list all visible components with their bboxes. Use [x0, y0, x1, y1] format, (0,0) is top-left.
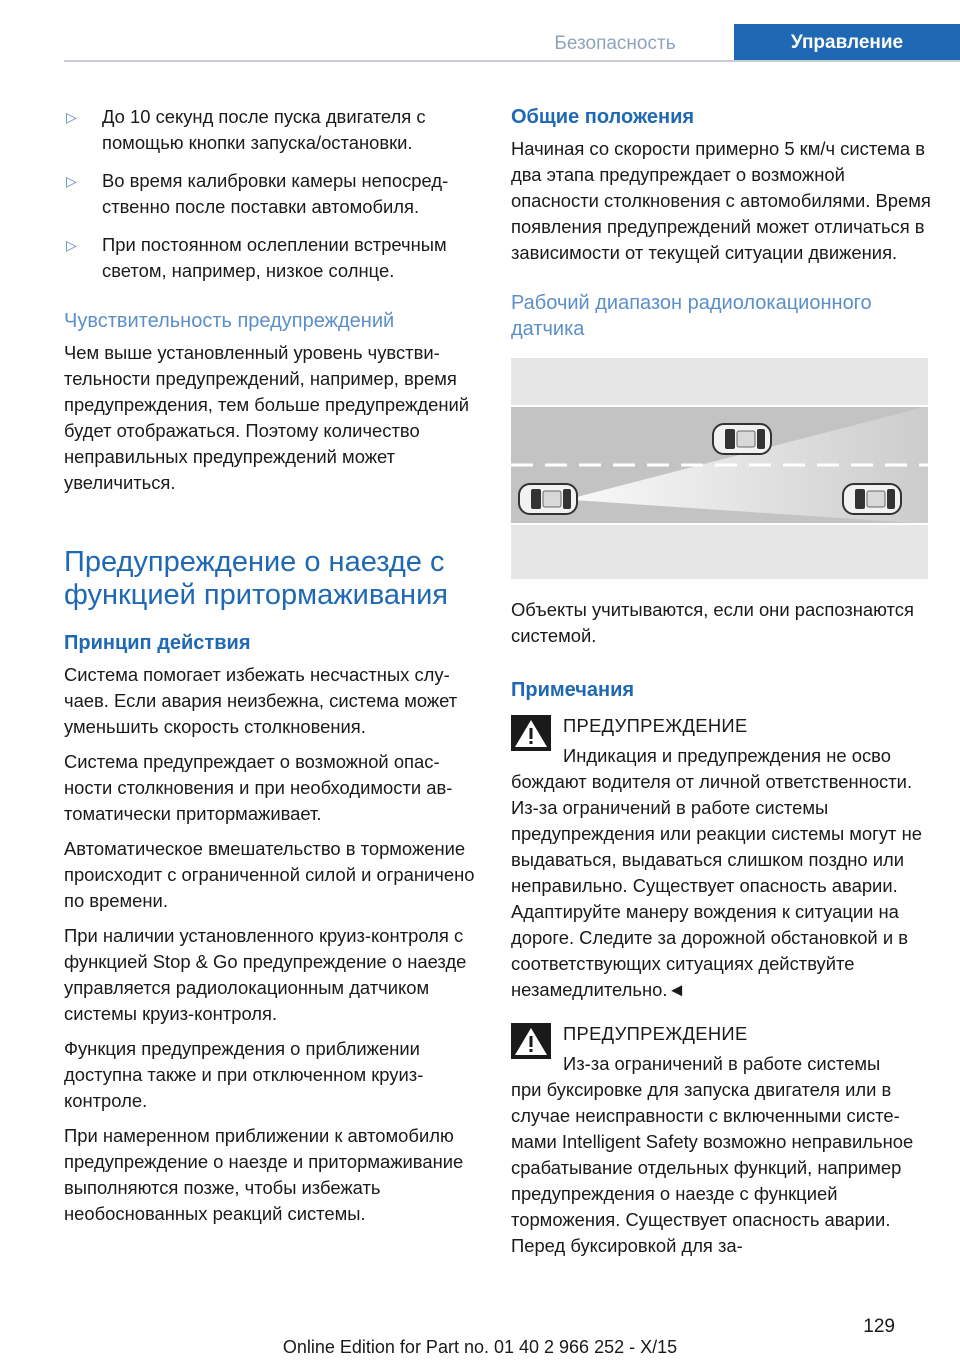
car-icon: [519, 484, 577, 514]
header-divider: [64, 60, 960, 62]
warning-body: бождают водителя от личной ответственности. Из-за ограничений в работе системы предупреждения или реакции системы могут не выдаваться, выдаваться слишком поздно или неправильно. Существует опасность аварии. Адаптируйте манеру вождения к ситуации на дороге. Следите за дорожной обстановкой и в соответствующих ситуациях действуйте незамедлительно.◄: [511, 771, 922, 1000]
list-item: [64, 104, 478, 156]
triangle-bullet-icon: ▷: [66, 109, 77, 125]
paragraph: Система помогает избежать несчастных случаев. Если авария неизбежна, система может уменьшить скорость столкновения.: [64, 664, 458, 737]
warning-body: при буксировке для запуска двигателя или в случае неисправности с включенными системами Intelligent Safety возможно неправильное срабатывание отдельных функций, например предупреждения о наезде с функцией торможения. Существует опасность аварии. Перед буксировкой для за-: [511, 1079, 914, 1256]
warning-block: [511, 1021, 931, 1259]
principle-heading: Принцип действия: [64, 632, 251, 654]
warning-triangle-icon: [511, 1023, 551, 1059]
sensitivity-paragraph: Чем выше установленный уровень чувствительности предупреждений, например, время предупреждения, тем больше предупреждений будет отображаться. Поэтому количество неправильных предупреждений может увеличиться.: [64, 342, 470, 493]
left-column: [64, 104, 478, 1236]
paragraph: Функция предупреждения о приближении доступна также и при отключенном круиз-контроле.: [64, 1038, 424, 1111]
bullet-text: При постоянном ослеплении встречным светом, например, низкое солнце.: [102, 234, 447, 281]
notes-heading: Примечания: [511, 679, 635, 701]
warning-title: ПРЕДУПРЕЖДЕНИЕ: [563, 1023, 748, 1044]
warning-block: [511, 713, 931, 1003]
header-tab-safety[interactable]: Безопасность: [554, 33, 676, 54]
bullet-text: Во время калибровки камеры непосредственно после поставки автомобиля.: [102, 170, 449, 217]
page-number: 129: [863, 1316, 895, 1337]
right-column: [511, 104, 931, 1273]
warning-text: [511, 743, 931, 1003]
radar-range-diagram: [511, 358, 928, 579]
bullet-text: До 10 секунд после пуска двигателя с помощью кнопки запуска/остановки.: [102, 106, 426, 153]
warning-title: ПРЕДУПРЕЖДЕНИЕ: [563, 715, 748, 736]
range-heading: Рабочий диапазон радиолокационного датчика: [511, 292, 872, 340]
paragraph: Система предупреждает о возможной опасности столкновения и при необходимости автоматически притормаживает.: [64, 751, 453, 824]
car-icon: [843, 484, 901, 514]
warning-triangle-icon: [511, 715, 551, 751]
triangle-bullet-icon: ▷: [66, 237, 77, 253]
general-heading: Общие положения: [511, 106, 695, 128]
paragraph: Автоматическое вмешательство в торможение происходит с ограниченной силой и ограничено по времени.: [64, 838, 475, 911]
warning-first-line: Индикация и предупреждения не осво: [563, 745, 891, 766]
warning-text: [511, 1051, 931, 1259]
warning-first-line: Из-за ограничений в работе системы: [563, 1053, 881, 1074]
car-icon: [713, 424, 771, 454]
diagram-caption: Объекты учитываются, если они распознаются системой.: [511, 599, 914, 646]
list-item: [64, 168, 478, 220]
sensitivity-heading: Чувствительность предупреждений: [64, 310, 395, 332]
footer-edition: Online Edition for Part no. 01 40 2 966 252 - X/15: [282, 1337, 678, 1357]
list-item: [64, 232, 478, 284]
triangle-bullet-icon: ▷: [66, 173, 77, 189]
paragraph: При наличии установленного круиз-контроля с функцией Stop & Go предупреждение о наезде управляется радиолокационным датчиком системы круиз-контроля.: [64, 925, 467, 1024]
general-paragraph: Начиная со скорости примерно 5 км/ч система в два этапа предупреждает о возможной опасности столкновения с автомобилями. Время появления предупреждений может отличаться в зависимости от текущей ситуации движения.: [511, 138, 931, 263]
radar-diagram-svg: [511, 358, 928, 579]
header-tab-controls[interactable]: Управление: [734, 24, 960, 62]
paragraph: При намеренном приближении к автомобилю предупреждение о наезде и притормaживание выполняются позже, чтобы избежать необоснованных реакций системы.: [64, 1125, 464, 1224]
section-title: Предупреждение о наезде с функцией притормаживания: [64, 546, 448, 611]
